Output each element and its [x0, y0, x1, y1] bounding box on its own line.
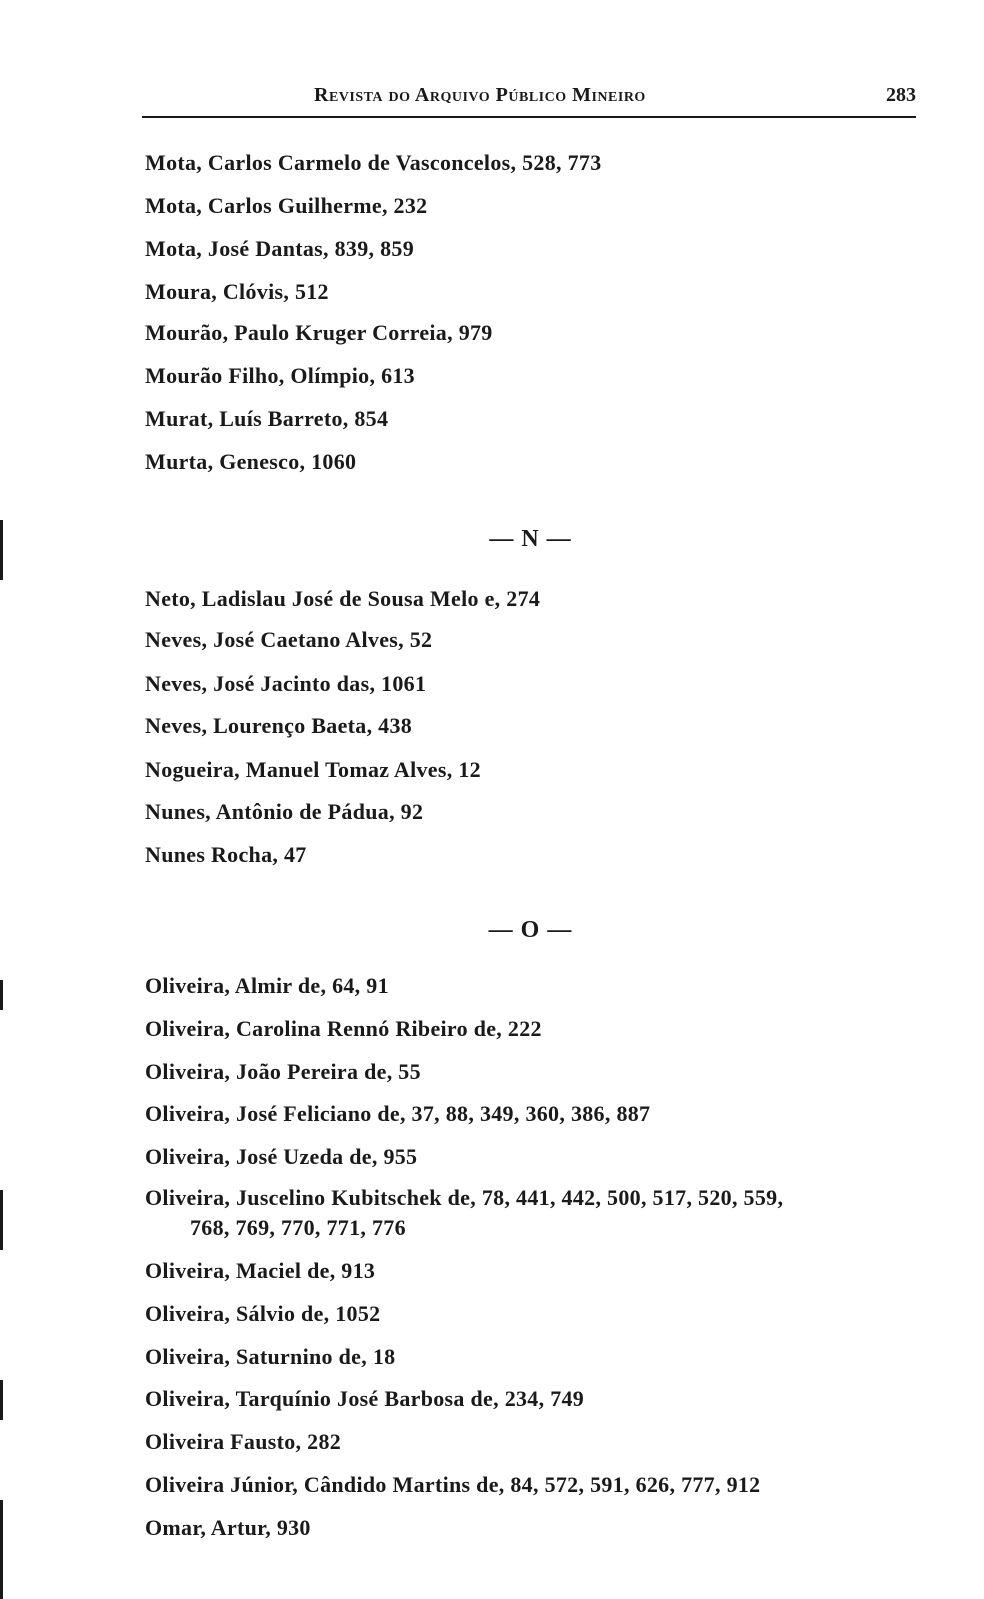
entry-continuation: 768, 769, 770, 771, 776 — [190, 1215, 406, 1240]
section-heading-o — [0, 917, 984, 944]
index-entry: Oliveira, Maciel de, 913 — [145, 1258, 376, 1283]
index-entry: Oliveira, Carolina Rennó Ribeiro de, 222 — [145, 1016, 542, 1041]
scan-edge-mark — [0, 1500, 3, 1599]
index-entry: Neves, Lourenço Baeta, 438 — [145, 713, 413, 738]
index-entry: Oliveira Júnior, Cândido Martins de, 84, 572, 591, 626, 777, 912 — [145, 1472, 761, 1497]
index-entry: Neto, Ladislau José de Sousa Melo e, 274 — [145, 586, 541, 611]
index-entry: Mota, Carlos Guilherme, 232 — [145, 193, 428, 218]
index-entry: Mota, José Dantas, 839, 859 — [145, 236, 415, 261]
index-entry: Oliveira, Tarquínio José Barbosa de, 234, 749 — [145, 1386, 585, 1411]
index-entry: Oliveira, José Uzeda de, 955 — [145, 1144, 418, 1169]
journal-title: Revista do Arquivo Público Mineiro — [314, 84, 646, 106]
index-entry-wrapped — [145, 1183, 920, 1243]
dash-left: — — [488, 917, 513, 943]
index-entry: Oliveira, Sálvio de, 1052 — [145, 1301, 381, 1326]
scan-edge-mark — [0, 1190, 3, 1250]
scan-edge-mark — [0, 980, 3, 1010]
entry-line: Oliveira, Juscelino Kubitschek de, 78, 441, 442, 500, 517, 520, 559, — [145, 1185, 784, 1210]
section-letter: N — [521, 526, 539, 552]
index-entry: Oliveira, Saturnino de, 18 — [145, 1344, 396, 1369]
index-entry: Oliveira, José Feliciano de, 37, 88, 349, 360, 386, 887 — [145, 1101, 651, 1126]
index-entry: Murat, Luís Barreto, 854 — [145, 406, 389, 431]
index-entry: Oliveira Fausto, 282 — [145, 1429, 342, 1454]
page-number: 283 — [886, 84, 916, 106]
index-entry: Mourão Filho, Olímpio, 613 — [145, 363, 415, 388]
dash-left: — — [489, 526, 514, 552]
index-entry: Nogueira, Manuel Tomaz Alves, 12 — [145, 757, 481, 782]
running-header — [142, 80, 916, 120]
scan-edge-mark — [0, 1380, 3, 1420]
index-entry: Moura, Clóvis, 512 — [145, 279, 329, 304]
index-entry: Murta, Genesco, 1060 — [145, 449, 357, 474]
index-entry: Nunes Rocha, 47 — [145, 842, 307, 867]
index-entry: Mourão, Paulo Kruger Correia, 979 — [145, 320, 493, 345]
index-entry: Mota, Carlos Carmelo de Vasconcelos, 528, 773 — [145, 150, 602, 175]
header-rule — [142, 116, 916, 118]
index-entry: Oliveira, João Pereira de, 55 — [145, 1059, 421, 1084]
index-entry: Nunes, Antônio de Pádua, 92 — [145, 799, 424, 824]
index-entry: Omar, Artur, 930 — [145, 1515, 311, 1540]
section-heading-n — [0, 526, 984, 553]
index-entry: Neves, José Caetano Alves, 52 — [145, 627, 433, 652]
dash-right: — — [546, 526, 571, 552]
section-letter: O — [520, 917, 540, 943]
index-entry: Oliveira, Almir de, 64, 91 — [145, 973, 389, 998]
index-entry: Neves, José Jacinto das, 1061 — [145, 671, 427, 696]
scan-edge-mark — [0, 520, 3, 580]
dash-right: — — [547, 917, 572, 943]
